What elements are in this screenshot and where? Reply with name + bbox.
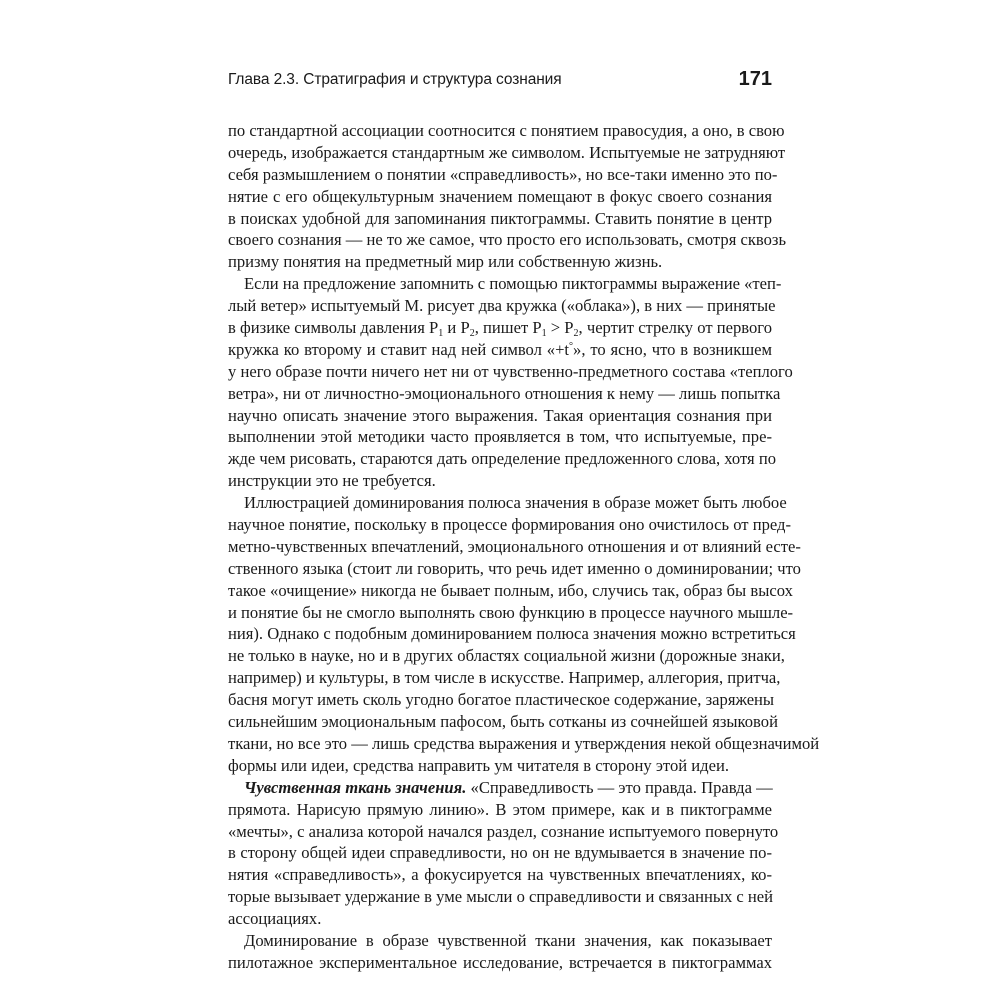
text-run: > Р (546, 318, 574, 338)
text-line: по стандартной ассоциации соотносится с понятием правосудия, а оно, в свою (228, 121, 785, 140)
text-line: формы или идеи, средства направить ум читателя в сторону этой идеи. (228, 755, 730, 775)
subscript: 1 (541, 328, 547, 340)
text-line: не только в науке, но и в других областях социальной жизни (дорожные знаки, (228, 646, 785, 666)
text-line: Иллюстрацией доминирования полюса значения в образе может быть любое (244, 493, 787, 513)
text-line: басня могут иметь сколь угодно богатое пластическое содержание, заряжены (228, 690, 775, 710)
paragraph (228, 492, 820, 777)
text-line: научно описать значение этого выражения. Такая ориентация сознания при (228, 405, 772, 425)
run-in-heading: Чувственная ткань значения. (244, 777, 467, 797)
text-line: нятия «справедливость», а фокусируется на чувственных впечатлениях, ко- (228, 865, 772, 885)
text-run: », то ясно, что в возникшем (573, 339, 773, 359)
text-line: выполнении этой методики часто проявляется в том, что испытуемые, пре- (228, 427, 772, 447)
subscript: 1 (438, 328, 444, 340)
text-line: «мечты», с анализа которой начался раздел, сознание испытуемого повернуто (228, 821, 779, 841)
text-line: например) и культуры, в том числе в искусстве. Например, аллегория, притча, (228, 668, 781, 688)
paragraph (228, 273, 793, 492)
paragraph (228, 120, 787, 273)
paragraph (228, 930, 772, 974)
text-line: прямота. Нарисую прямую линию». В этом примере, как и в пиктограмме (228, 799, 772, 819)
text-line: торые вызывает удержание в уме мысли о справедливости и связанных с ней (228, 887, 774, 907)
text-run: в физике символы давления Р (228, 318, 439, 338)
text-line: ткани, но все это — лишь средства выражения и утверждения некой общезначимой (228, 733, 820, 753)
text-line: такое «очищение» никогда не бывает полным, ибо, случись так, образ бы высох (228, 580, 793, 600)
text-run: кружка ко второму и ставит над ней символ «+t (228, 339, 570, 359)
text-line: призму понятия на предметный мир или собственную жизнь. (228, 252, 663, 272)
text-line: пилотажное экспериментальное исследование, встречается в пиктограммах (228, 952, 772, 972)
body-text (228, 120, 820, 974)
text-line: и понятие бы не смогло выполнять свою функцию в процессе научного мышле- (228, 602, 794, 622)
text-line: у него образе почти ничего нет ни от чувственно-предметного состава «теплого (228, 361, 793, 381)
page-number: 171 (738, 68, 772, 90)
subscript: 2 (573, 328, 579, 340)
text-line-with-subscripts (228, 317, 772, 339)
text-run: и Р (443, 318, 470, 338)
text-run: , чертит стрелку от первого (578, 318, 772, 338)
text-line: очередь, изображается стандартным же символом. Испытуемые не затрудняют (228, 142, 786, 162)
text-line: ветра», ни от личностно-эмоционального отношения к нему — лишь попытка (228, 383, 781, 403)
text-line: лый ветер» испытуемый М. рисует два кружка («облака»), в них — принятые (228, 296, 776, 316)
text-line: ственного языка (стоит ли говорить, что речь идет именно о доминировании; что (228, 558, 801, 578)
text-line: своего сознания — не то же самое, что просто его использовать, смотря сквозь (228, 230, 787, 250)
text-line: инструкции это не требуется. (228, 471, 436, 491)
text-line: научное понятие, поскольку в процессе формирования оно очистилось от пред- (228, 515, 792, 535)
text-line-with-heading (228, 777, 772, 799)
text-line: в поисках удобной для запоминания пиктограммы. Ставить понятие в центр (228, 208, 772, 228)
text-run: «Справедливость — это правда. Правда — (466, 777, 773, 797)
text-line: жде чем рисовать, стараются дать определение предложенного слова, хотя по (228, 449, 776, 469)
text-line: сильнейшим эмоциональным пафосом, быть сотканы из сочнейшей языковой (228, 712, 778, 732)
text-line: ния). Однако с подобным доминированием полюса значения можно встретиться (228, 624, 796, 644)
paragraph (228, 777, 779, 930)
subscript: 2 (469, 328, 475, 340)
text-line: в сторону общей идеи справедливости, но он не вдумывается в значение по- (228, 843, 772, 863)
text-line: метно-чувственных впечатлений, эмоционального отношения и от влияний есте- (228, 536, 801, 556)
text-line: нятие с его общекультурным значением помещают в фокус своего сознания (228, 186, 772, 206)
text-line-with-superscript (228, 339, 772, 361)
text-line: ассоциациях. (228, 909, 322, 929)
running-header (228, 68, 772, 92)
chapter-title: Глава 2.3. Стратиграфия и структура сознания (228, 71, 562, 88)
text-run: , пишет Р (474, 318, 542, 338)
text-line: Если на предложение запомнить с помощью пиктограммы выражение «теп- (244, 274, 782, 294)
text-line: Доминирование в образе чувственной ткани значения, как показывает (244, 930, 772, 950)
superscript: ° (569, 340, 574, 352)
text-line: себя размышлением о понятии «справедливость», но все-таки именно это по- (228, 164, 778, 184)
